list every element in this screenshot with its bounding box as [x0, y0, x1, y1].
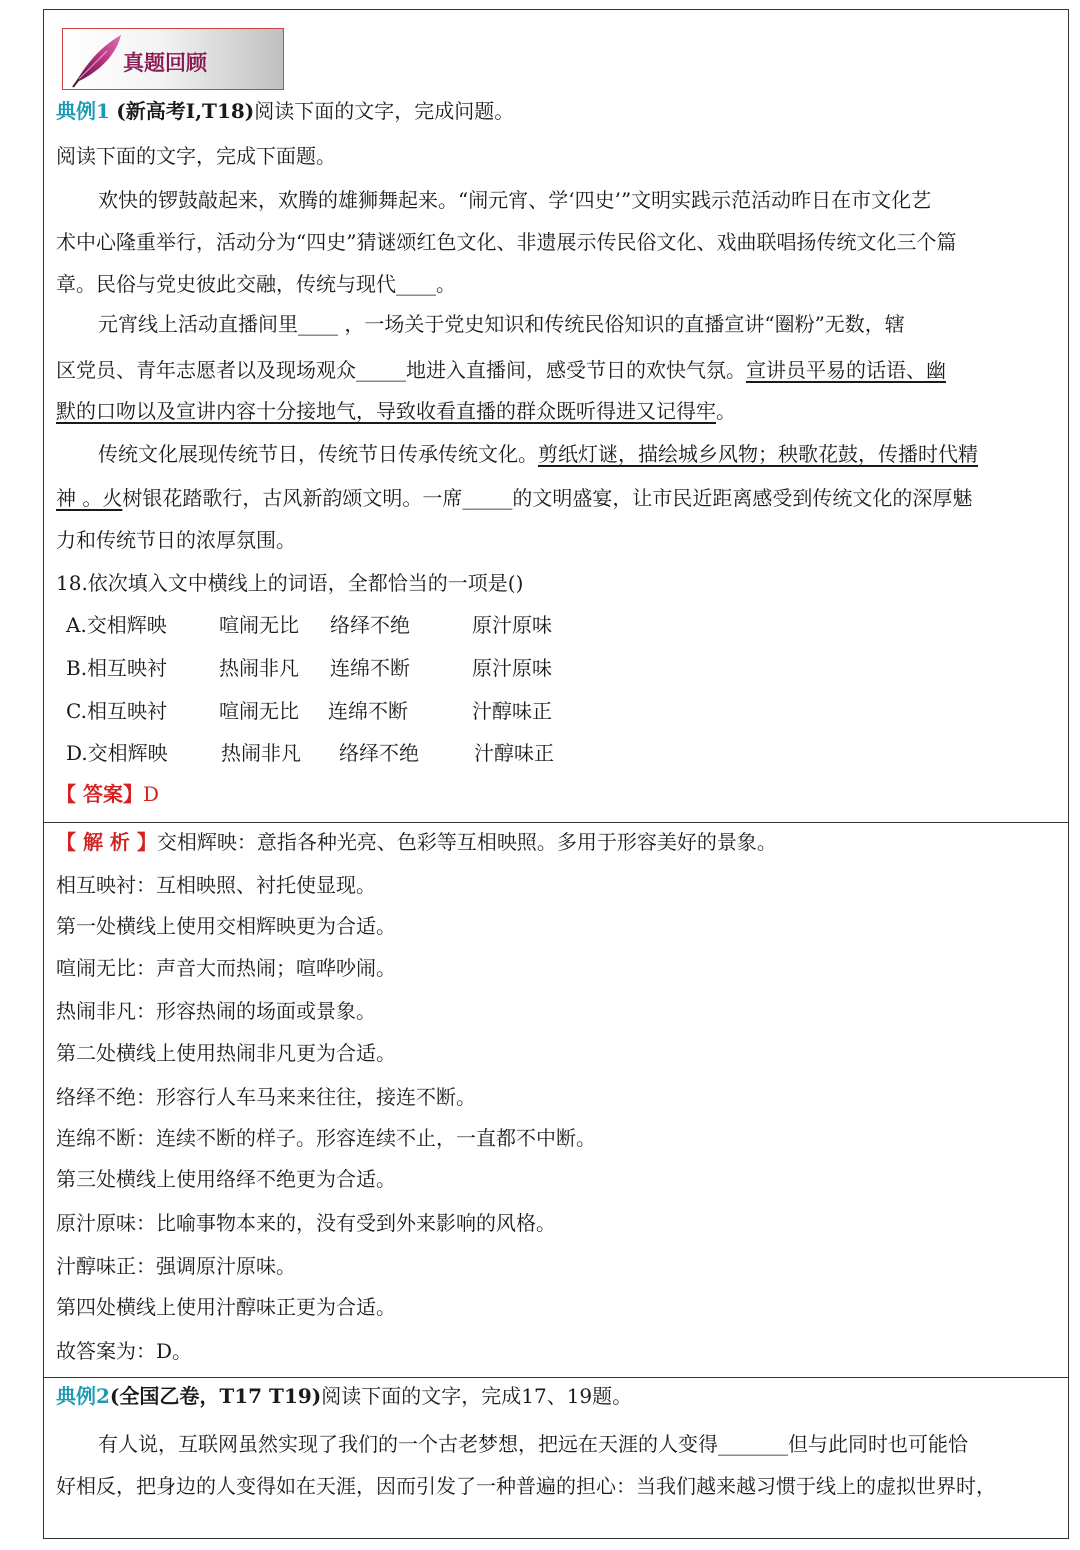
- passage-line: 传统文化展现传统节日，传统节日传承传统文化。剪纸灯谜，描绘城乡风物；秧歌花鼓，传播时代精: [98, 442, 978, 466]
- analysis-line: 【 解 析 】交相辉映：意指各种光亮、色彩等互相映照。多用于形容美好的景象。: [56, 830, 777, 854]
- example-source: (全国乙卷，T17 T19): [109, 1384, 322, 1408]
- option-a-3: 络绎不绝: [330, 613, 410, 637]
- option-d-2: 热闹非凡: [221, 741, 301, 765]
- analysis-line: 第四处横线上使用汁醇味正更为合适。: [56, 1295, 396, 1319]
- option-d-3: 络绎不绝: [339, 741, 419, 765]
- example-intro: 阅读下面的文字，完成17、19题。: [321, 1384, 633, 1408]
- passage-line: 默的口吻以及宣讲内容十分接地气，导致收看直播的群众既听得进又记得牢。: [56, 399, 736, 423]
- section-divider: [43, 1377, 1069, 1378]
- passage-line: 术中心隆重举行，活动分为“四史”猜谜颂红色文化、非遗展示传民俗文化、戏曲联唱扬传统文化三个篇: [56, 230, 957, 254]
- example-label: 典例1: [56, 99, 110, 123]
- option-b-3: 连绵不断: [330, 656, 410, 680]
- option-b-4: 原汁原味: [472, 656, 552, 680]
- option-b-2: 热闹非凡: [219, 656, 299, 680]
- passage-line: 区党员、青年志愿者以及现场观众_____地进入直播间，感受节日的欢快气氛。宣讲员平易的话语、幽: [56, 358, 946, 382]
- option-d-4: 汁醇味正: [474, 741, 554, 765]
- passage-line: 元宵线上活动直播间里____ ，一场关于党史知识和传统民俗知识的直播宣讲“圈粉”无数，辖: [98, 312, 905, 336]
- analysis-line: 原汁原味：比喻事物本来的，没有受到外来影响的风格。: [56, 1211, 556, 1235]
- option-d-1: D.交相辉映: [66, 741, 168, 765]
- passage-line: 有人说，互联网虽然实现了我们的一个古老梦想，把远在天涯的人变得_______但与此同时也可能恰: [98, 1432, 968, 1456]
- answer-line: [56, 781, 159, 807]
- option-a-2: 喧闹无比: [219, 613, 299, 637]
- option-a-1: A.交相辉映: [66, 613, 167, 637]
- section-divider: [43, 822, 1069, 823]
- example-source: (新高考I,T18): [116, 99, 255, 123]
- passage-line: 神 。火树银花踏歌行，古风新韵颂文明。一席_____的文明盛宴，让市民近距离感受到传统文化的深厚魅: [56, 486, 973, 510]
- answer-value: D: [142, 782, 160, 806]
- analysis-line: 相互映衬：互相映照、衬托使显现。: [56, 873, 376, 897]
- analysis-label: 【 解 析 】: [56, 830, 157, 854]
- option-c-1: C.相互映衬: [66, 699, 167, 723]
- option-c-2: 喧闹无比: [219, 699, 299, 723]
- analysis-line: 第三处横线上使用络绎不绝更为合适。: [56, 1167, 396, 1191]
- analysis-line: 喧闹无比：声音大而热闹；喧哗吵闹。: [56, 956, 396, 980]
- underlined-text: 默的口吻以及宣讲内容十分接地气，导致收看直播的群众既听得进又记得牢: [56, 399, 716, 423]
- example-label: 典例2: [56, 1384, 110, 1408]
- example-intro: 阅读下面的文字，完成问题。: [254, 99, 515, 123]
- underlined-text: 宣讲员平易的话语、幽: [746, 358, 946, 382]
- question-text: 18.依次填入文中横线上的词语，全都恰当的一项是(): [56, 571, 524, 595]
- option-b-1: B.相互映衬: [66, 656, 168, 680]
- analysis-line: 故答案为：D。: [56, 1339, 193, 1363]
- passage-line: 章。民俗与党史彼此交融，传统与现代____。: [56, 272, 456, 296]
- underlined-text: 神 。火: [56, 486, 123, 510]
- passage-line: 力和传统节日的浓厚氛围。: [56, 528, 296, 552]
- passage-line: 好相反，把身边的人变得如在天涯，因而引发了一种普遍的担心：当我们越来越习惯于线上的虚拟世界时，: [56, 1474, 996, 1498]
- example-header: [56, 98, 514, 124]
- quill-icon: [67, 31, 127, 89]
- banner-title: 真题回顾: [123, 51, 207, 75]
- option-a-4: 原汁原味: [472, 613, 552, 637]
- passage-line: 欢快的锣鼓敲起来，欢腾的雄狮舞起来。“闹元宵、学‘四史’”文明实践示范活动昨日在市文化艺: [98, 188, 932, 212]
- example-header: [56, 1383, 632, 1409]
- analysis-line: 连绵不断：连续不断的样子。形容连续不止，一直都不中断。: [56, 1126, 596, 1150]
- instruction: 阅读下面的文字，完成下面题。: [56, 144, 336, 168]
- underlined-text: 剪纸灯谜，描绘城乡风物；秧歌花鼓，传播时代精: [538, 442, 978, 466]
- analysis-line: 汁醇味正：强调原汁原味。: [56, 1254, 296, 1278]
- option-c-4: 汁醇味正: [472, 699, 552, 723]
- analysis-line: 第一处横线上使用交相辉映更为合适。: [56, 914, 396, 938]
- analysis-line: 第二处横线上使用热闹非凡更为合适。: [56, 1041, 396, 1065]
- analysis-line: 络绎不绝：形容行人车马来来往往，接连不断。: [56, 1085, 476, 1109]
- section-banner: [62, 28, 284, 90]
- option-c-3: 连绵不断: [328, 699, 408, 723]
- analysis-line: 热闹非凡：形容热闹的场面或景象。: [56, 999, 376, 1023]
- answer-label: 【 答案】: [56, 782, 143, 806]
